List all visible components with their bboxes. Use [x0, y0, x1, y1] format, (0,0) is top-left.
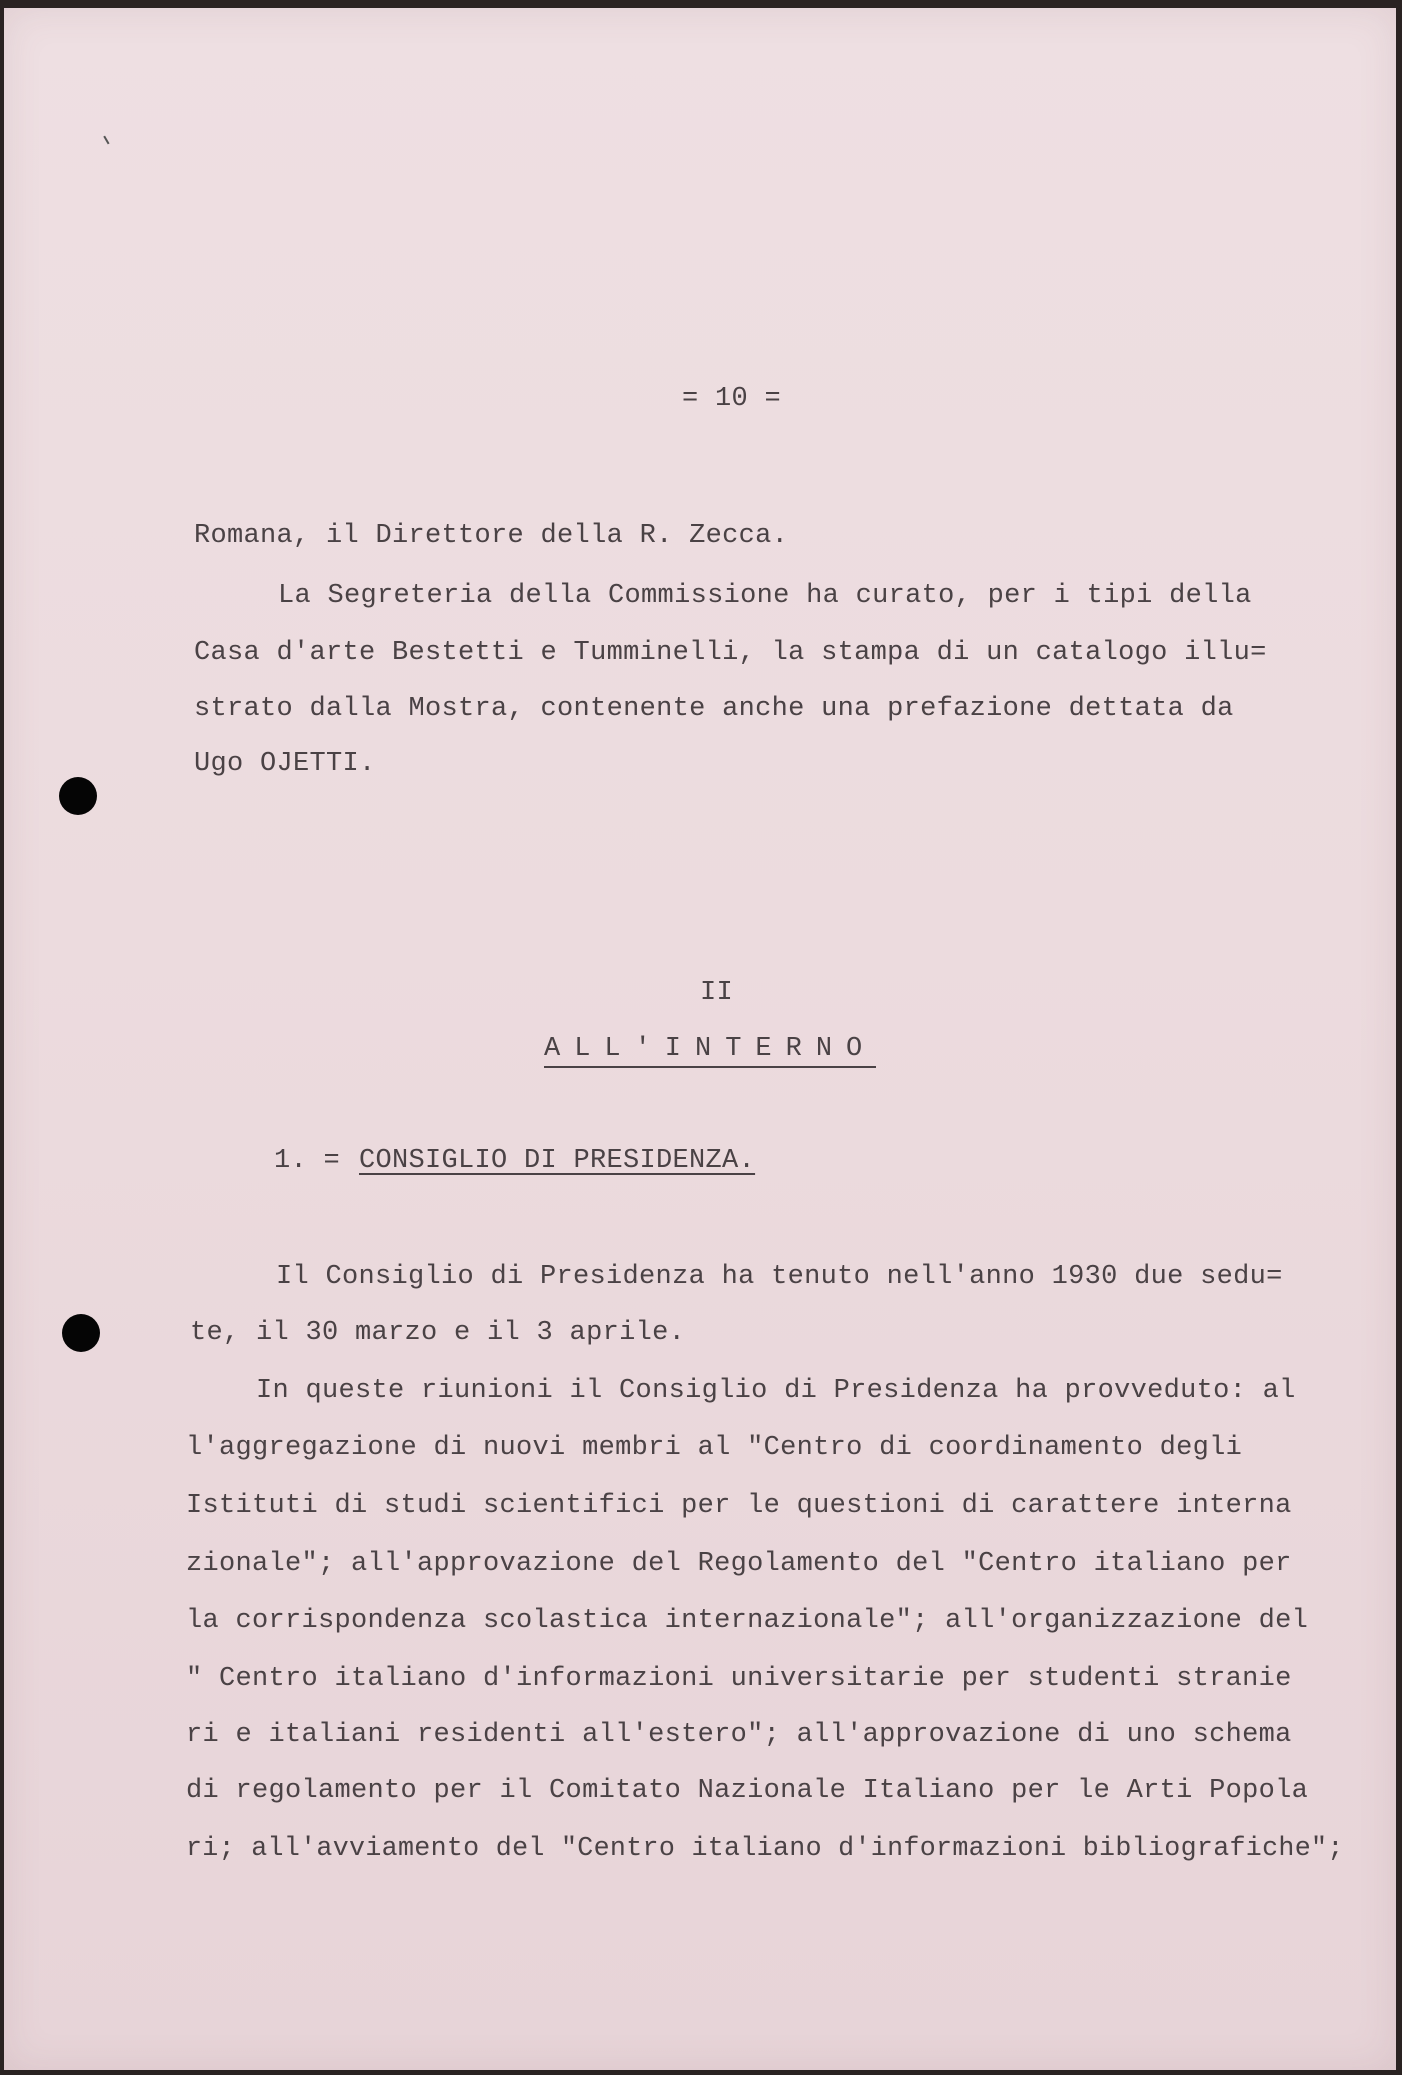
punch-hole-lower: [62, 1314, 100, 1352]
text-line: Romana, il Direttore della R. Zecca.: [194, 521, 789, 551]
ink-mark: [103, 133, 114, 145]
punch-hole-upper: [59, 777, 97, 815]
text-line: Istituti di studi scientifici per le questioni di carattere interna: [186, 1491, 1292, 1521]
text-line: zionale"; all'approvazione del Regolamento del "Centro italiano per: [186, 1549, 1292, 1579]
subsection-title: CONSIGLIO DI PRESIDENZA.: [359, 1146, 756, 1176]
section-heading: ALL'INTERNO: [544, 1036, 876, 1068]
text-line: Ugo OJETTI.: [194, 749, 376, 779]
text-line: " Centro italiano d'informazioni universitarie per studenti stranie: [186, 1664, 1292, 1694]
text-line: Casa d'arte Bestetti e Tumminelli, la stampa di un catalogo illu=: [194, 638, 1267, 668]
text-line: te, il 30 marzo e il 3 aprile.: [190, 1318, 686, 1348]
text-line: Il Consiglio di Presidenza ha tenuto nell'anno 1930 due sedu=: [276, 1262, 1283, 1292]
subsection-number: 1. =: [274, 1146, 341, 1176]
page-number: = 10 =: [682, 384, 782, 414]
text-line: di regolamento per il Comitato Nazionale Italiano per le Arti Popola: [186, 1776, 1309, 1806]
section-roman-numeral: II: [700, 978, 734, 1008]
text-line: strato dalla Mostra, contenente anche una prefazione dettata da: [194, 694, 1234, 724]
text-line: ri; all'avviamento del "Centro italiano d'informazioni bibliografiche";: [186, 1834, 1344, 1864]
typed-document-page: [4, 8, 1396, 2070]
text-line: In queste riunioni il Consiglio di Presidenza ha provveduto: al: [256, 1376, 1296, 1406]
text-line: la corrispondenza scolastica internazionale"; all'organizzazione del: [186, 1606, 1309, 1636]
text-line: l'aggregazione di nuovi membri al "Centro di coordinamento degli: [186, 1433, 1243, 1463]
text-line: La Segreteria della Commissione ha curato, per i tipi della: [278, 581, 1252, 611]
text-line: ri e italiani residenti all'estero"; all'approvazione di uno schema: [186, 1720, 1292, 1750]
